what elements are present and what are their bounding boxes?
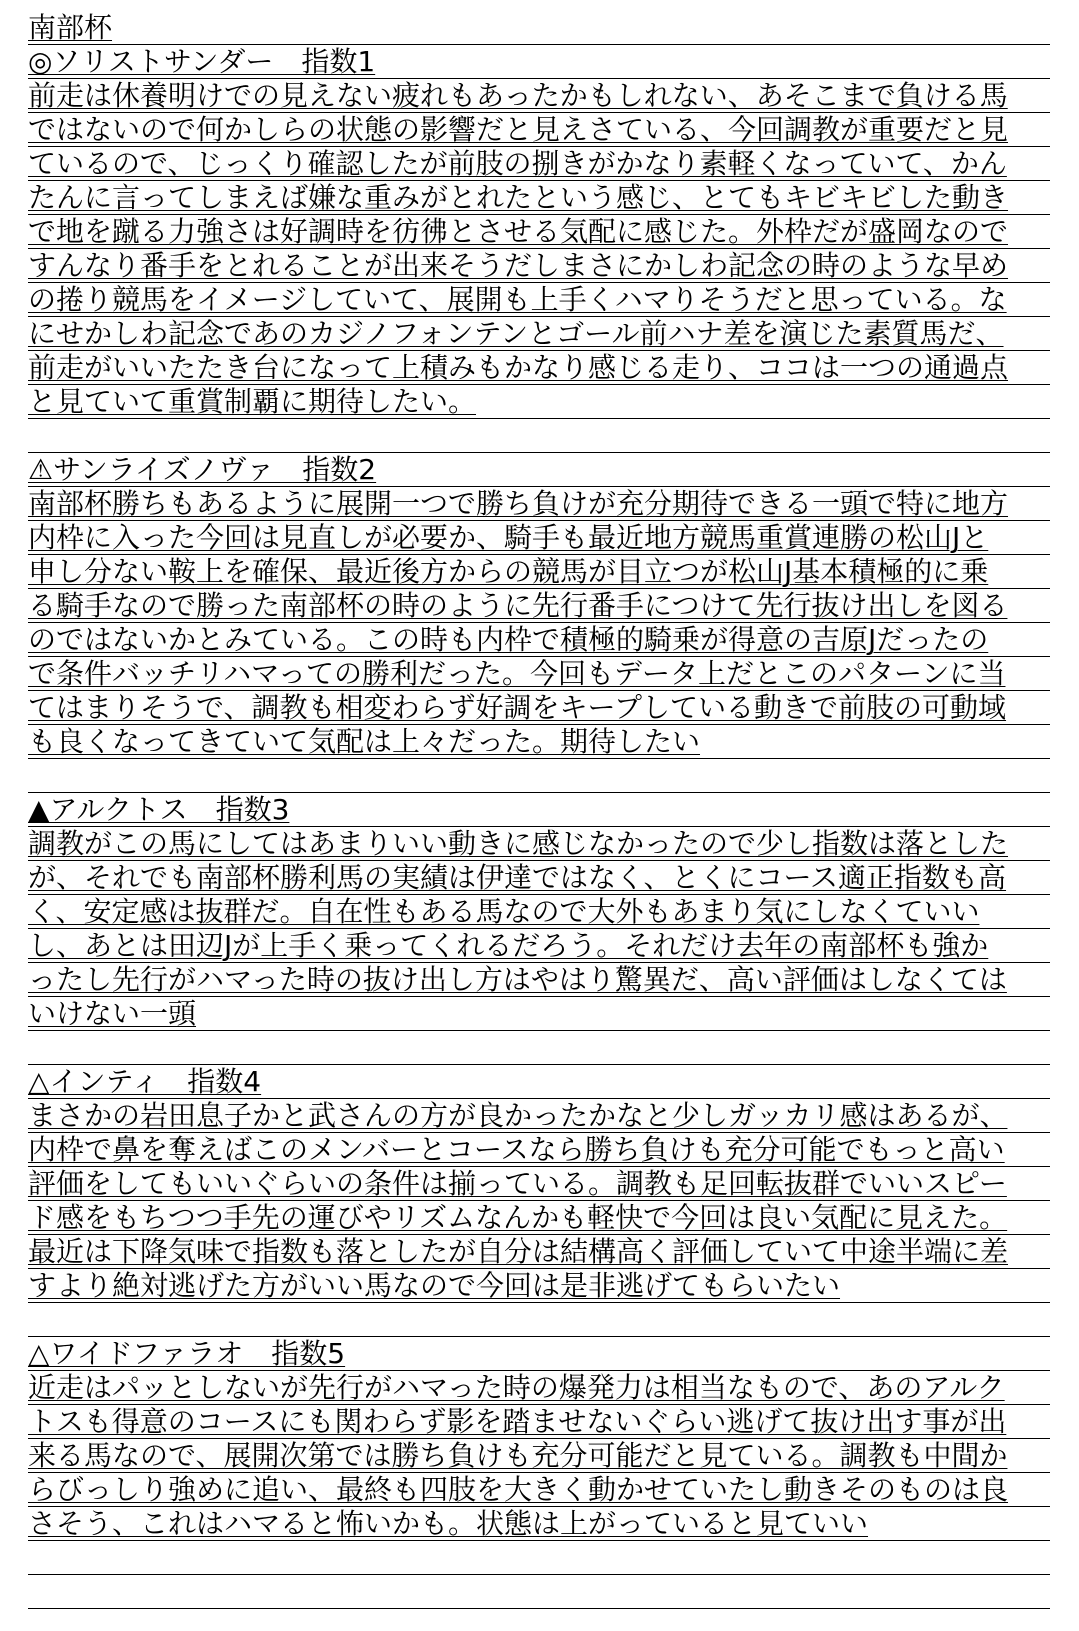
line-text: すんなり番手をとれることが出来そうだしまさにかしわ記念の時のような早め (28, 249, 1009, 282)
line-text: すより絶対逃げた方がいい馬なので今回は是非逃げてもらいたい (28, 1269, 841, 1302)
line-text: ⚠サンライズノヴァ 指数2 (28, 453, 377, 486)
ruled-line (28, 555, 1050, 589)
line-text: ったし先行がハマった時の抜け出し方はやはり驚異だ、高い評価はしなくては (28, 963, 1007, 996)
ruled-line (28, 1405, 1050, 1439)
line-text: 南部杯勝ちもあるように展開一つで勝ち負けが充分期待できる一頭で特に地方 (28, 487, 1009, 520)
ruled-line (28, 1167, 1050, 1201)
line-text: 近走はパッとしないが先行がハマった時の爆発力は相当なもので、あのアルク (28, 1371, 1005, 1404)
line-text: △ワイドファラオ 指数5 (28, 1337, 346, 1370)
ruled-line (28, 623, 1050, 657)
line-text: △インティ 指数4 (28, 1065, 262, 1098)
ruled-line (28, 385, 1050, 419)
ruled-line (28, 249, 1050, 283)
ruled-line (28, 45, 1050, 79)
line-text: も良くなってきていて気配は上々だった。期待したい (28, 725, 701, 758)
ruled-line (28, 317, 1050, 351)
ruled-line (28, 1099, 1050, 1133)
ruled-line (28, 113, 1050, 147)
document-title: 南部杯 (28, 11, 113, 44)
ruled-line (28, 1575, 1050, 1609)
line-text: で条件バッチリハマっての勝利だった。今回もデータ上だとこのパターンに当 (28, 657, 1006, 690)
line-text: ているので、じっくり確認したが前肢の捌きがかなり素軽くなっていて、かん (28, 147, 1007, 180)
document-body (0, 45, 1079, 1609)
ruled-line (28, 1371, 1050, 1405)
line-text: ▲アルクトス 指数3 (28, 793, 290, 826)
line-text: る騎手なので勝った南部杯の時のように先行番手につけて先行抜け出しを図る (28, 589, 1008, 622)
ruled-line (28, 793, 1050, 827)
ruled-line (28, 1269, 1050, 1303)
ruled-line (28, 1439, 1050, 1473)
ruled-line (28, 657, 1050, 691)
ruled-line (28, 929, 1050, 963)
ruled-line (28, 963, 1050, 997)
ruled-line (28, 725, 1050, 759)
line-text: が、それでも南部杯勝利馬の実績は伊達ではなく、とくにコース適正指数も高 (28, 861, 1007, 894)
line-text: のではないかとみている。この時も内枠で積極的騎乗が得意の吉原Jだったの (28, 623, 989, 656)
ruled-line (28, 997, 1050, 1031)
ruled-line (28, 1235, 1050, 1269)
line-text: ではないので何かしらの状態の影響だと見えさている、今回調教が重要だと見 (28, 113, 1009, 146)
ruled-line (28, 1337, 1050, 1371)
ruled-line (28, 589, 1050, 623)
line-text: いけない一頭 (28, 997, 197, 1030)
ruled-line (28, 1065, 1050, 1099)
ruled-line (28, 487, 1050, 521)
line-text: さそう、これはハマると怖いかも。状態は上がっていると見ていい (28, 1507, 869, 1540)
line-text: てはまりそうで、調教も相変わらず好調をキープしている動きで前肢の可動域 (28, 691, 1007, 724)
ruled-line (28, 1473, 1050, 1507)
line-text: トスも得意のコースにも関わらず影を踏ませないぐらい逃げて抜け出す事が出 (28, 1405, 1007, 1438)
line-text: らびっしり強めに追い、最終も四肢を大きく動かせていたし動きそのものは良 (28, 1473, 1009, 1506)
line-text: し、あとは田辺Jが上手く乗ってくれるだろう。それだけ去年の南部杯も強か (28, 929, 989, 962)
line-text: で地を蹴る力強さは好調時を彷彿とさせる気配に感じた。外枠だが盛岡なので (28, 215, 1009, 248)
line-text: たんに言ってしまえば嫌な重みがとれたという感じ、とてもキビキビした動き (28, 181, 1009, 214)
line-text: く、安定感は抜群だ。自在性もある馬なので大外もあまり気にしなくていい (28, 895, 980, 928)
line-text: まさかの岩田息子かと武さんの方が良かったかなと少しガッカリ感はあるが、 (28, 1099, 1008, 1132)
line-text: 申し分ない鞍上を確保、最近後方からの競馬が目立つが松山J基本積極的に乗 (28, 555, 989, 588)
line-text: 内枠で鼻を奪えばこのメンバーとコースなら勝ち負けも充分可能でもっと高い (28, 1133, 1005, 1166)
ruled-line (28, 351, 1050, 385)
line-text: ◎ソリストサンダー 指数1 (28, 45, 376, 78)
ruled-line (28, 1201, 1050, 1235)
ruled-line (28, 1133, 1050, 1167)
ruled-line (28, 521, 1050, 555)
ruled-line (28, 1031, 1050, 1065)
line-text: 前走は休養明けでの見えない疲れもあったかもしれない、あそこまで負ける馬 (28, 79, 1008, 112)
ruled-line (28, 1303, 1050, 1337)
ruled-line (28, 861, 1050, 895)
line-text: 調教がこの馬にしてはあまりいい動きに感じなかったので少し指数は落とした (28, 827, 1009, 860)
line-text: 評価をしてもいいぐらいの条件は揃っている。調教も足回転抜群でいいスピー (28, 1167, 1007, 1200)
ruled-line (28, 827, 1050, 861)
line-text: と見ていて重賞制覇に期待したい。 (28, 385, 477, 418)
line-text: 内枠に入った今回は見直しが必要か、騎手も最近地方競馬重賞連勝の松山Jと (28, 521, 989, 554)
ruled-line (28, 147, 1050, 181)
line-text: 最近は下降気味で指数も落としたが自分は結構高く評価していて中途半端に差 (28, 1235, 1009, 1268)
ruled-line (28, 79, 1050, 113)
line-text: ド感をもちつつ手先の運びやリズムなんかも軽快で今回は良い気配に見えた。 (28, 1201, 1008, 1234)
line-text: 来る馬なので、展開次第では勝ち負けも充分可能だと見ている。調教も中間か (28, 1439, 1008, 1472)
ruled-line (28, 215, 1050, 249)
ruled-line (28, 1507, 1050, 1541)
line-text: の捲り競馬をイメージしていて、展開も上手くハマりそうだと思っている。な (28, 283, 1007, 316)
ruled-line (28, 283, 1050, 317)
line-text: にせかしわ記念であのカジノフォンテンとゴール前ハナ差を演じた素質馬だ、 (28, 317, 1004, 350)
ruled-line (28, 181, 1050, 215)
ruled-line (28, 759, 1050, 793)
ruled-line (28, 895, 1050, 929)
ruled-line (28, 1541, 1050, 1575)
document-title-line (28, 11, 1050, 45)
ruled-line (28, 691, 1050, 725)
ruled-line (28, 453, 1050, 487)
ruled-line (28, 419, 1050, 453)
line-text: 前走がいいたたき台になって上積みもかなり感じる走り、ココは一つの通過点 (28, 351, 1009, 384)
